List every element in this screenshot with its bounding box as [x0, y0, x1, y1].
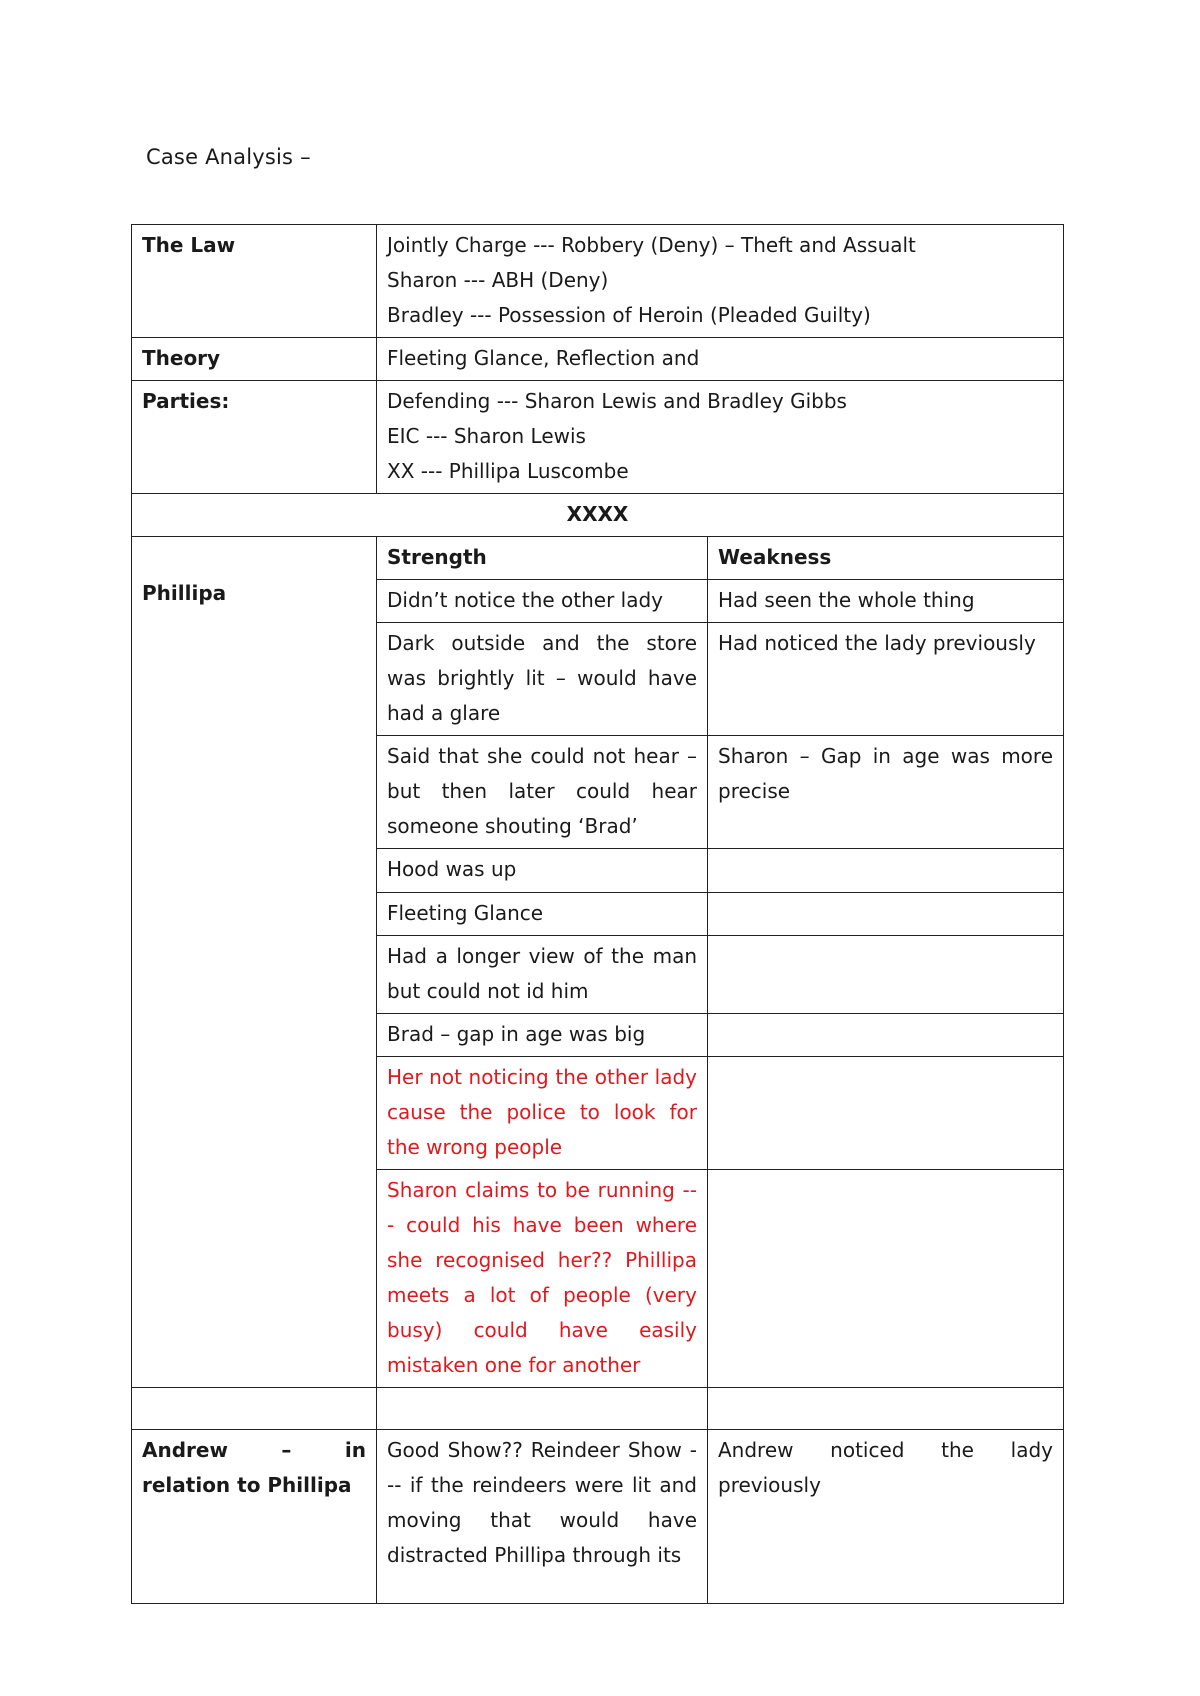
weakness-cell [708, 1057, 1064, 1170]
parties-line: XX --- Phillipa Luscombe [387, 459, 629, 483]
strength-cell-annotation: Her not noticing the other lady cause the police to look for the wrong people [377, 1057, 708, 1170]
andrew-strength: Good Show?? Reindeer Show --- if the reindeers were lit and moving that would have distracted Phillipa through its [377, 1430, 708, 1604]
weakness-cell: Had seen the whole thing [708, 580, 1064, 623]
theory-label: Theory [132, 338, 377, 381]
weakness-cell [708, 893, 1064, 936]
parties-line: Defending --- Sharon Lewis and Bradley Gibbs [387, 389, 847, 413]
law-line: Sharon --- ABH (Deny) [387, 268, 609, 292]
weakness-cell [708, 1014, 1064, 1057]
strength-cell: Said that she could not hear – but then later could hear someone shouting ‘Brad’ [377, 736, 708, 849]
case-analysis-table [131, 224, 1064, 1604]
weakness-cell [708, 936, 1064, 1014]
andrew-label: Andrew – in relation to Phillipa [132, 1430, 377, 1604]
weakness-cell [708, 849, 1064, 893]
strength-cell: Hood was up [377, 849, 708, 893]
phillipa-name-cell [132, 537, 377, 1388]
weakness-header: Weakness [708, 537, 1064, 580]
phillipa-name: Phillipa [142, 581, 227, 605]
strength-cell-annotation: Sharon claims to be running --- could his have been where she recognised her?? Phillipa meets a lot of people (very busy) could have easily mistaken one for another [377, 1170, 708, 1388]
phillipa-header-row [132, 537, 1064, 580]
empty-cell [708, 1388, 1064, 1430]
strength-cell: Brad – gap in age was big [377, 1014, 708, 1057]
parties-row [132, 381, 1064, 494]
weakness-cell: Had noticed the lady previously [708, 623, 1064, 736]
section-title-row [132, 494, 1064, 537]
theory-value: Fleeting Glance, Reflection and [377, 338, 1064, 381]
strength-cell: Had a longer view of the man but could not id him [377, 936, 708, 1014]
section-title: XXXX [132, 494, 1064, 537]
andrew-weakness: Andrew noticed the lady previously [708, 1430, 1064, 1604]
parties-label: Parties: [132, 381, 377, 494]
law-line: Bradley --- Possession of Heroin (Pleaded Guilty) [387, 303, 871, 327]
parties-content [377, 381, 1064, 494]
strength-cell: Didn’t notice the other lady [377, 580, 708, 623]
strength-cell: Fleeting Glance [377, 893, 708, 936]
law-content [377, 225, 1064, 338]
weakness-cell [708, 1170, 1064, 1388]
law-label: The Law [132, 225, 377, 338]
page-title: Case Analysis – [146, 145, 311, 169]
empty-cell [132, 1388, 377, 1430]
spacer-row [132, 1388, 1064, 1430]
law-row [132, 225, 1064, 338]
parties-line: EIC --- Sharon Lewis [387, 424, 586, 448]
theory-row [132, 338, 1064, 381]
andrew-row [132, 1430, 1064, 1604]
strength-cell: Dark outside and the store was brightly lit – would have had a glare [377, 623, 708, 736]
law-line: Jointly Charge --- Robbery (Deny) – Theft and Assualt [387, 233, 916, 257]
strength-header: Strength [377, 537, 708, 580]
weakness-cell: Sharon – Gap in age was more precise [708, 736, 1064, 849]
empty-cell [377, 1388, 708, 1430]
